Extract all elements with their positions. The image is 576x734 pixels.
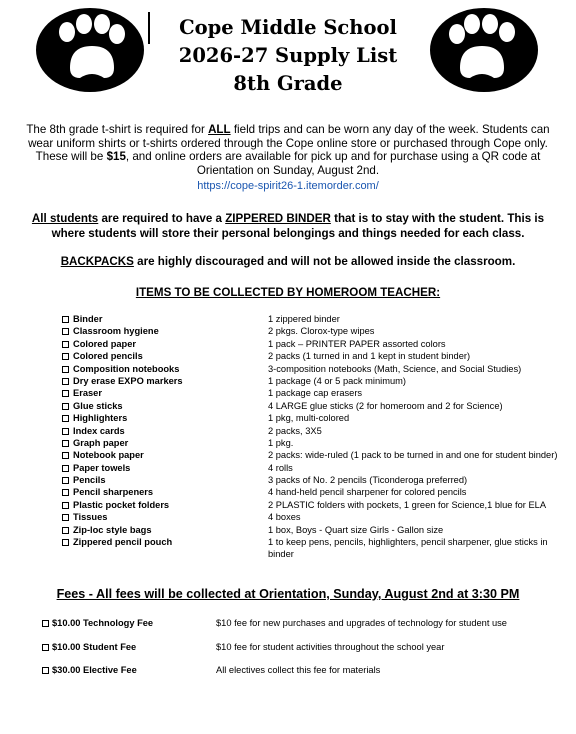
checkbox-icon: [62, 378, 69, 385]
checkbox-icon: [62, 328, 69, 335]
list-title: 2026-27 Supply List: [178, 44, 398, 67]
item-description: 1 pack – PRINTER PAPER assorted colors: [268, 338, 446, 349]
school-name: Cope Middle School: [179, 16, 397, 39]
item-description: 3 packs of No. 2 pencils (Ticonderoga preferred): [268, 475, 468, 486]
checkbox-icon: [62, 440, 69, 447]
checkbox-icon: [62, 539, 69, 546]
tshirt-price: $15: [106, 150, 126, 164]
list-item: [62, 412, 572, 424]
item-description: 1 pkg.: [268, 437, 294, 448]
item-name: Pencils: [73, 475, 106, 486]
grade-title: 8th Grade: [233, 72, 343, 95]
intro-emphasis-all: ALL: [208, 123, 231, 136]
item-description: 4 rolls: [268, 462, 293, 473]
checkbox-icon: [42, 667, 49, 674]
list-item: [62, 363, 572, 375]
item-name: Index cards: [73, 425, 125, 436]
list-item: [62, 437, 572, 449]
item-name: Plastic pocket folders: [73, 499, 170, 510]
checkbox-icon: [62, 452, 69, 459]
checkbox-icon: [62, 353, 69, 360]
checkbox-icon: [62, 415, 69, 422]
backpacks-text: are highly discouraged and will not be allowed inside the classroom.: [133, 255, 516, 268]
item-description: 2 packs: wide-ruled (1 pack to be turned in and one for student binder): [268, 450, 558, 461]
item-description: 2 packs (1 turned in and 1 kept in student binder): [268, 351, 471, 362]
list-item: [62, 536, 572, 560]
item-description: 2 PLASTIC folders with pockets, 1 green for Science,1 blue for ELA: [268, 499, 547, 510]
intro-text-1: The 8th grade t-shirt is required for: [26, 123, 209, 136]
fee-item: [42, 640, 562, 654]
item-description: 2 pkgs. Clorox-type wipes: [268, 326, 375, 337]
list-item: [62, 499, 572, 511]
item-name: Binder: [73, 314, 103, 324]
paw-print-icon: [430, 8, 538, 92]
fee-description: All electives collect this fee for materials: [216, 665, 381, 675]
binder-notice-zippered: ZIPPERED BINDER: [225, 212, 331, 225]
item-name: Composition notebooks: [73, 363, 180, 374]
checkbox-icon: [62, 403, 69, 410]
list-item: [62, 449, 572, 461]
list-item: [62, 350, 572, 362]
list-item: [62, 425, 572, 437]
item-name: Eraser: [73, 388, 102, 399]
fee-name: $30.00 Elective Fee: [52, 665, 137, 675]
checkbox-icon: [62, 316, 69, 323]
intro-text-2: field trips and can be worn any day of the week. Students can wear uniform shirts or t-shirts ordered through the Cope online store or purchased through Cope only. These will be: [28, 123, 550, 164]
fee-description: $10 fee for new purchases and upgrades of technology for student use: [216, 618, 507, 628]
checkbox-icon: [62, 341, 69, 348]
item-name: Pencil sharpeners: [73, 487, 154, 498]
backpacks-label: BACKPACKS: [60, 255, 134, 268]
item-description: 1 package cap erasers: [268, 388, 363, 399]
paw-print-icon: [36, 8, 144, 92]
checkbox-icon: [62, 527, 69, 534]
backpacks-notice: [0, 255, 576, 268]
checkbox-icon: [42, 644, 49, 651]
list-item: [62, 400, 572, 412]
list-item: [62, 511, 572, 523]
item-description: 4 boxes: [268, 512, 301, 523]
checkbox-icon: [42, 620, 49, 627]
item-description: 1 box, Boys - Quart size Girls - Gallon size: [268, 524, 444, 535]
store-link[interactable]: https://cope-spirit26-1.itemorder.com/: [197, 180, 379, 192]
checkbox-icon: [62, 366, 69, 373]
intro-text-3: , and online orders are available for pick up and for purchase using a QR code at Orientation on Sunday, August 2nd.: [125, 150, 541, 177]
item-name: Notebook paper: [73, 450, 144, 461]
item-name: Glue sticks: [73, 400, 123, 411]
binder-notice-text-2: that is to stay with the student. This is where students will store their personal belongings and things needed for each class.: [51, 212, 545, 240]
item-description: 1 pkg, multi-colored: [268, 413, 350, 424]
list-item: [62, 313, 572, 325]
item-name: Classroom hygiene: [73, 326, 159, 337]
item-description: 1 zippered binder: [268, 314, 340, 324]
fee-item: [42, 616, 562, 630]
list-item: [62, 486, 572, 498]
list-item: [62, 375, 572, 387]
item-name: Dry erase EXPO markers: [73, 375, 183, 386]
item-name: Colored pencils: [73, 351, 143, 362]
item-description: 1 package (4 or 5 pack minimum): [268, 375, 406, 386]
fees-heading-text: Fees - All fees will be collected at Orientation, Sunday, August 2nd at 3:30 PM: [56, 587, 520, 601]
binder-notice: [18, 211, 558, 241]
list-item: [62, 462, 572, 474]
fee-name: $10.00 Student Fee: [52, 642, 137, 652]
item-name: Zip-loc style bags: [73, 524, 152, 535]
item-description: 3-composition notebooks (Math, Science, and Social Studies): [268, 363, 522, 374]
item-name: Paper towels: [73, 462, 131, 473]
list-item: [62, 524, 572, 536]
item-description: 2 packs, 3X5: [268, 425, 322, 436]
item-name: Graph paper: [73, 437, 129, 448]
item-description: 4 hand-held pencil sharpener for colored pencils: [268, 487, 467, 498]
list-item: [62, 387, 572, 399]
checkbox-icon: [62, 489, 69, 496]
binder-notice-subject: All students: [31, 212, 99, 225]
items-heading: ITEMS TO BE COLLECTED BY HOMEROOM TEACHER:: [135, 286, 441, 299]
tshirt-paragraph: [16, 123, 560, 177]
item-name: Tissues: [73, 512, 108, 523]
item-description: 1 to keep pens, pencils, highlighters, pencil sharpener, glue sticks in binder: [268, 537, 548, 560]
item-name: Colored paper: [73, 338, 137, 349]
checkbox-icon: [62, 428, 69, 435]
item-name: Highlighters: [73, 413, 128, 424]
fee-item: [42, 663, 562, 677]
checkbox-icon: [62, 390, 69, 397]
checkbox-icon: [62, 514, 69, 521]
checkbox-icon: [62, 465, 69, 472]
fee-name: $10.00 Technology Fee: [52, 618, 154, 628]
checkbox-icon: [62, 477, 69, 484]
fee-description: $10 fee for student activities throughout the school year: [216, 642, 445, 652]
list-item: [62, 338, 572, 350]
checkbox-icon: [62, 502, 69, 509]
binder-notice-text-1: are required to have a: [98, 212, 226, 225]
list-item: [62, 474, 572, 486]
list-item: [62, 325, 572, 337]
fees-heading: [0, 587, 576, 601]
item-description: 4 LARGE glue sticks (2 for homeroom and 2 for Science): [268, 400, 503, 411]
supply-list: [62, 313, 572, 560]
item-name: Zippered pencil pouch: [73, 537, 173, 548]
